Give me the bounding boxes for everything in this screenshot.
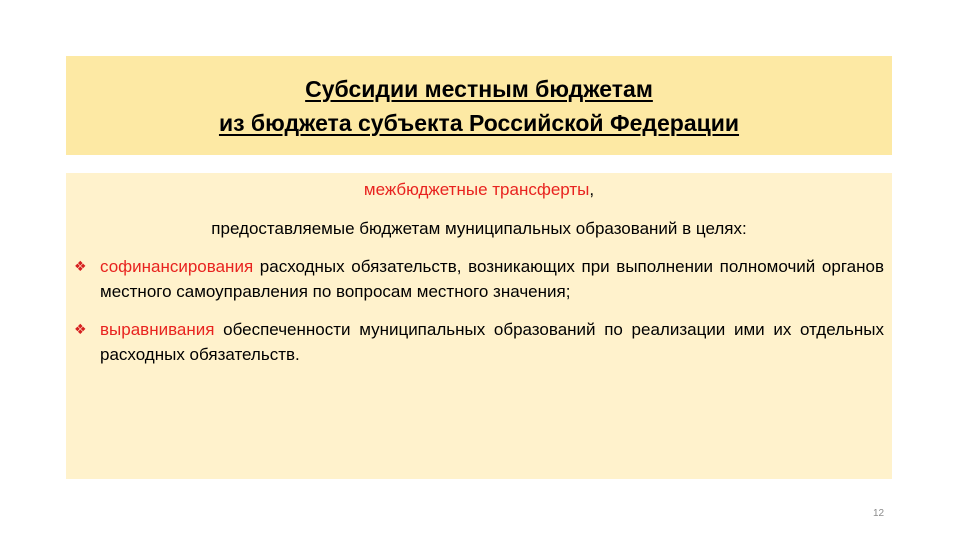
title-line-2: из бюджета субъекта Российской Федерации bbox=[218, 109, 740, 136]
bullet-body: обеспеченности муниципальных образований по реализации ими их отдельных расходных обязательств. bbox=[100, 320, 884, 364]
heading bbox=[74, 177, 884, 202]
subtitle: предоставляемые бюджетам муниципальных образований в целях: bbox=[211, 219, 747, 238]
diamond-bullet-icon: ❖ bbox=[74, 258, 87, 274]
bullet-text bbox=[100, 317, 884, 367]
title-banner bbox=[66, 56, 892, 155]
content-box bbox=[66, 173, 892, 479]
heading-highlight: межбюджетные трансферты bbox=[363, 180, 590, 199]
diamond-bullet-icon: ❖ bbox=[74, 321, 87, 337]
bullet-highlight: выравнивания bbox=[100, 320, 215, 339]
bullet-cofinancing bbox=[74, 254, 884, 304]
bullet-text bbox=[100, 254, 884, 304]
bullet-highlight: софинансирования bbox=[100, 257, 254, 276]
title-line-1: Субсидии местным бюджетам bbox=[305, 75, 653, 102]
bullet-equalization bbox=[74, 317, 884, 367]
heading-comma: , bbox=[589, 180, 595, 199]
slide-number: 12 bbox=[873, 508, 885, 519]
bullet-body: расходных обязательств, возникающих при выполнении полномочий органов местного самоуправления по вопросам местного значения; bbox=[100, 257, 884, 301]
